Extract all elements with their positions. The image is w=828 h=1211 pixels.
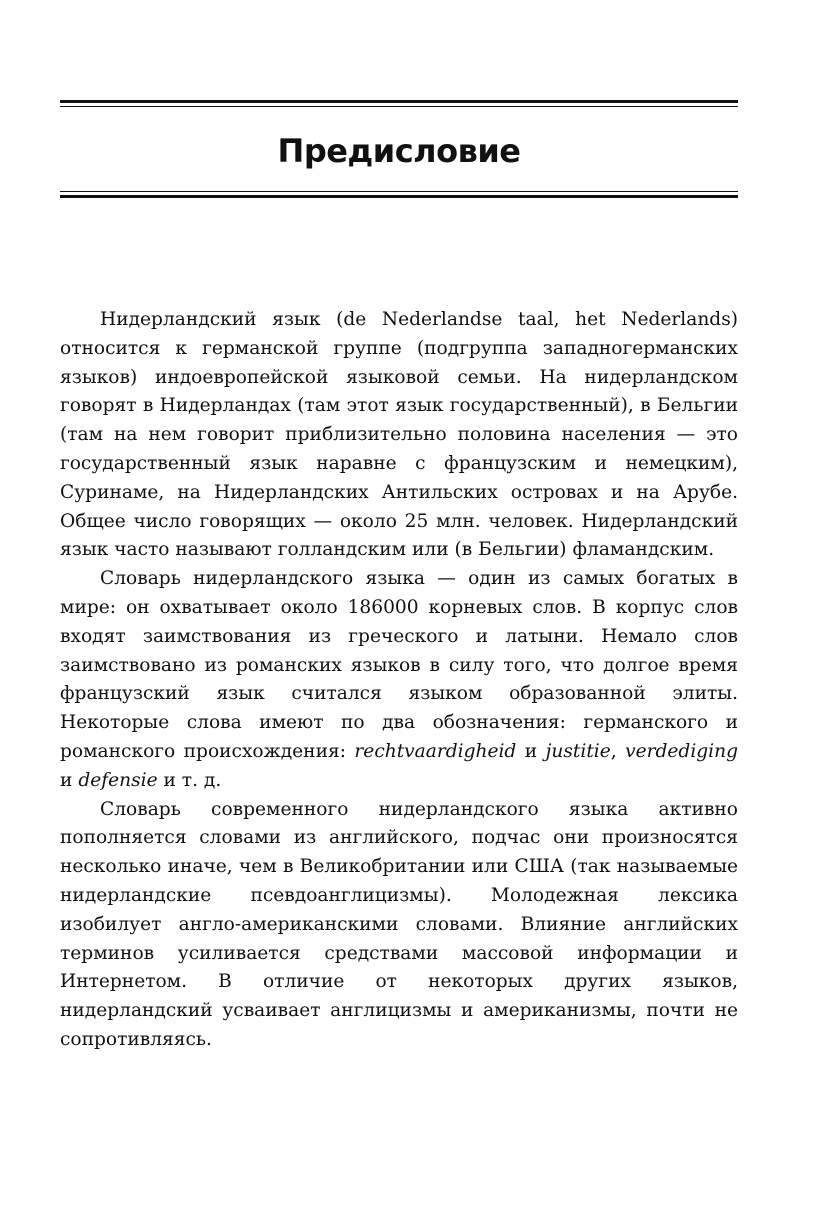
bottom-rule-thick — [60, 195, 738, 198]
page-title: Предисловие — [277, 132, 521, 170]
top-double-rule — [60, 100, 738, 107]
paragraph-2-text: Словарь нидерландского языка — один из самых богатых в мире: он охватывает около 186000 корневых слов. В корпус слов входят заимствования из греческого и латыни. Немало слов заимствовано из романских языков в силу того, что долгое время французский язык считался языком образованной элиты. Некоторые слова имеют по два обозначения: германского и романского происхождения: — [60, 568, 738, 762]
conjunction: и — [516, 740, 546, 762]
page-content — [60, 100, 738, 1055]
conjunction: и — [60, 769, 79, 791]
paragraph-3-text: Словарь современного нидерландского языка активно пополняется словами из английского, подчас они произносятся несколько иначе, чем в Великобритании или США (так называемые нидерландские псевдоанглицизмы). Молодежная лексика изобилует англо-американскими словами. Влияние английских терминов усиливается средствами массовой информации и Интернетом. В отличие от некоторых других языков, нидерландский усваивает англицизмы и американизмы, почти не сопротивляясь. — [60, 798, 738, 1050]
paragraph-2-ending: и т. д. — [157, 769, 222, 791]
paragraph-1-text: Нидерландский язык (de Nederlandse taal, het Nederlands) относится к германской группе (подгруппа западногерманских языков) индоевропейской языковой семьи. На нидерландском говорят в Нидерландах (там этот язык государственный), в Бельгии (там на нем говорит приблизительно половина населения — это государственный язык наравне с французским и немецким), Суринаме, на Нидерландских Антильских островах и на Арубе. Общее число говорящих — около 25 млн. человек. Нидерландский язык часто называют голландским или (в Бельгии) фламандским. — [60, 309, 738, 561]
term-rechtvaardigheid: rechtvaardigheid — [354, 740, 517, 762]
top-rule-thin — [60, 106, 738, 107]
body-text — [60, 306, 738, 1055]
separator: , — [610, 740, 626, 762]
term-defensie: defensie — [78, 769, 158, 791]
paragraph-2 — [60, 565, 738, 795]
term-verdediging: verdediging — [625, 740, 738, 762]
bottom-double-rule — [60, 191, 738, 198]
term-justitie: justitie — [545, 740, 611, 762]
paragraph-1 — [60, 306, 738, 565]
paragraph-3 — [60, 796, 738, 1055]
